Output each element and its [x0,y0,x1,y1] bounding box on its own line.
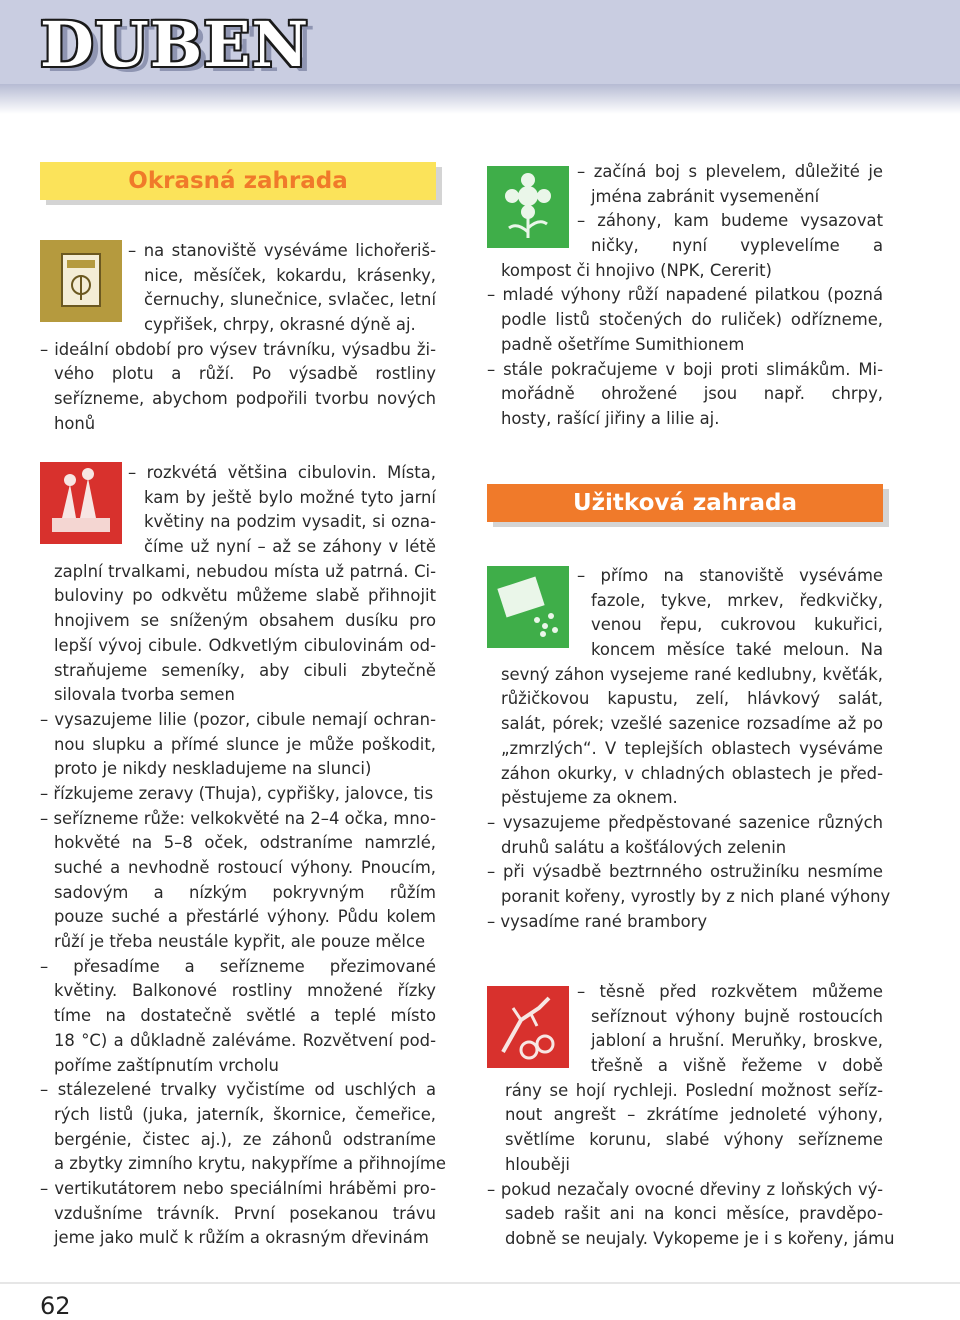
text-line: jeme jako mulč k růžím a okrasným dřevinám [54,1228,429,1248]
text-line: mořádně ohrožené jsou např. chrpy, [501,384,883,404]
text-line: černuchy, slunečnice, svlačec, letní [144,290,436,310]
text-line: honů [54,413,96,433]
text-line: buloviny po odkvětu můžeme slabě přihnojit [54,586,436,606]
text-line: květiny. Balkonové rostliny množené řízky [54,981,436,1001]
text-line: – rozkvétá většina cibulovin. Místa, [128,463,436,482]
text-line: – vysadíme rané brambory [487,911,708,931]
text-line: – vertikutátorem nebo speciálními hráběmi pro- [40,1178,436,1198]
text-line: sadeb rašit ani na konci měsíce, pravděpo- [505,1204,883,1224]
text-line: – těsně před rozkvětem můžeme [577,982,883,1001]
text-line: – začíná boj s plevelem, důležité je [577,162,883,181]
text-line: hosty, rašící jiřiny a lilie aj. [501,408,720,428]
text-line: proto je nikdy neskladujeme na slunci) [54,759,372,779]
text-line: květiny na podzim vysadit, si ozna- [144,512,436,532]
text-line: – pokud nezačaly ovocné dřeviny z loňských vý- [487,1179,883,1199]
page-number: 62 [40,1292,71,1320]
text-line: druhů salátu a košťálových zelenin [501,837,787,857]
text-line: koncem měsíce také meloun. Na [591,640,883,660]
text-line: sadovým a nízkým pokryvným růžím [54,882,436,902]
text-line: ničky, nyní vyplevelíme a [591,236,883,256]
text-line: a zbytky zimního krytu, nakypříme a přihnojíme [54,1154,446,1174]
text-line: – stále pokračujeme v boji proti slimákům. Mi- [487,359,883,379]
text-line: pouze suché a přestárlé výhony. Půdu kolem [54,907,436,927]
text-line: nou slupku a přímé slunce je může poškodit, [54,734,436,754]
text-line: světlíme korunu, slabé výhony seřízneme [505,1130,883,1150]
section-title-uzitkova: Užitková zahrada [487,484,883,522]
text-line: hnojivem se sníženým obsahem dusíku pro [54,611,436,631]
text-line: seřízneme, abychom podpořili tvorbu nových [54,389,436,409]
text-line: třešně a višně řežeme v době [591,1056,883,1076]
text-line: hokvěté na 5–8 oček, odstraníme namrzlé, [54,833,436,853]
text-line: bergénie, čistec aj.), ze záhonů odstraníme [54,1129,436,1149]
text-line: vého plotu a růží. Po výsadbě rostliny [54,364,436,384]
text-line: záhon okurky, v chladných oblastech je před- [501,763,883,783]
text-line: pěstujeme za oknem. [501,788,678,808]
text-line: růžičkovou kapustu, zelí, hlávkový salát, [501,689,883,709]
text-line: – na stanoviště vyséváme lichořeriš- [128,241,436,260]
text-line: růží je třeba neustále kypřit, ale pouze mělce [54,932,426,952]
text-line: tíme na dostatečně světlé a teplé místo [54,1006,436,1026]
text-line: nout angrešt – zkrátíme jednoleté výhony, [505,1105,883,1125]
text-line: vzdušníme trávník. První posekanou trávu [54,1203,436,1223]
text-line: 18 °C) a důkladně zaléváme. Rozvětvení pod- [54,1030,436,1050]
text-line: kompost či hnojivo (NPK, Cererit) [501,260,772,280]
text-line: hlouběji [505,1154,570,1174]
text-line: zaplní trvalkami, nebudou místa už patrná. Ci- [54,561,436,581]
text-line: – řízkujeme zeravy (Thuja), cypřišky, jalovce, tis [40,783,434,803]
section-title-okrasna: Okrasná zahrada [40,162,436,200]
left-text-block-2 [40,461,446,1251]
text-line: rých listů (juka, jaterník, škornice, čemeřice, [54,1104,436,1124]
text-line: číme už nyní – až se záhony v létě [144,537,436,557]
header-shadow [0,84,960,114]
footer-rule [0,1282,960,1284]
text-line: silovala tvorba semen [54,685,235,705]
right-text-block-1 [487,160,883,432]
text-line: rány se hojí rychleji. Poslední možnost seříz- [505,1080,883,1100]
text-line: – mladé výhony růží napadené pilatkou (pozná [487,285,883,305]
text-line: straňujeme semeníky, aby cibuli zbytečně [54,660,436,680]
text-line: jabloní a hrušní. Meruňky, broskve, [591,1031,883,1051]
text-line: kam by ještě bylo možné tyto jarní [144,487,436,507]
text-line: cypřišek, chrpy, okrasné dýně aj. [144,315,416,335]
text-line: fazole, tykve, mrkev, ředkvičky, [591,590,883,610]
text-line: – stálezelené trvalky vyčistíme od uschlých a [40,1080,436,1100]
text-line: – ideální období pro výsev trávníku, výsadbu ži- [40,339,436,359]
page-title: DUBEN [40,8,310,81]
text-line: padně ošetříme Sumithionem [501,334,745,354]
left-text-block-1 [40,239,436,437]
text-line: – při výsadbě beztrnného ostružiníku nesmíme [487,862,883,882]
text-line: salát, pórek; vzešlé sazenice rozsadíme až po [501,714,883,734]
text-line: suché a nevhodně rostoucí výhony. Pnoucím, [54,858,436,877]
right-text-block-2 [487,564,891,934]
text-line: – přímo na stanoviště vyséváme [577,566,883,585]
text-line: – seřízneme růže: velkokvěté na 2–4 očka, mno- [40,808,436,828]
text-line: jména zabránit vysemenění [591,186,820,206]
text-line: sevný záhon vysejeme rané kedlubny, kvěťák, [501,664,883,684]
text-line: – přesadíme a seřízneme přezimované [40,956,436,976]
text-line: venou řepu, cukrovou kukuřici, [591,615,883,635]
right-text-block-3 [487,980,895,1252]
text-line: lepší vývoj cibule. Odkvetlým cibulovinám od- [54,635,436,655]
text-line: nice, měsíček, kokardu, krásenky, [144,265,436,285]
text-line: dobně se neujaly. Vykopeme je i s kořeny, jámu [505,1228,895,1248]
text-line: poranit kořeny, vyrostly by z nich plané výhony [501,886,891,906]
text-line: – záhony, kam budeme vysazovat [577,211,883,231]
text-line: – vysazujeme lilie (pozor, cibule nemají ochran- [40,709,436,729]
text-line: seříznout výhony bujně rostoucích [591,1006,883,1026]
text-line: „zmrzlých“. V teplejších oblastech vyséváme [501,738,883,758]
text-line: poříme zaštípnutím vrcholu [54,1055,279,1075]
text-line: podle listů stočených do ruliček) odřízneme, [501,310,883,330]
text-line: – vysazujeme předpěstované sazenice různých [487,812,883,832]
